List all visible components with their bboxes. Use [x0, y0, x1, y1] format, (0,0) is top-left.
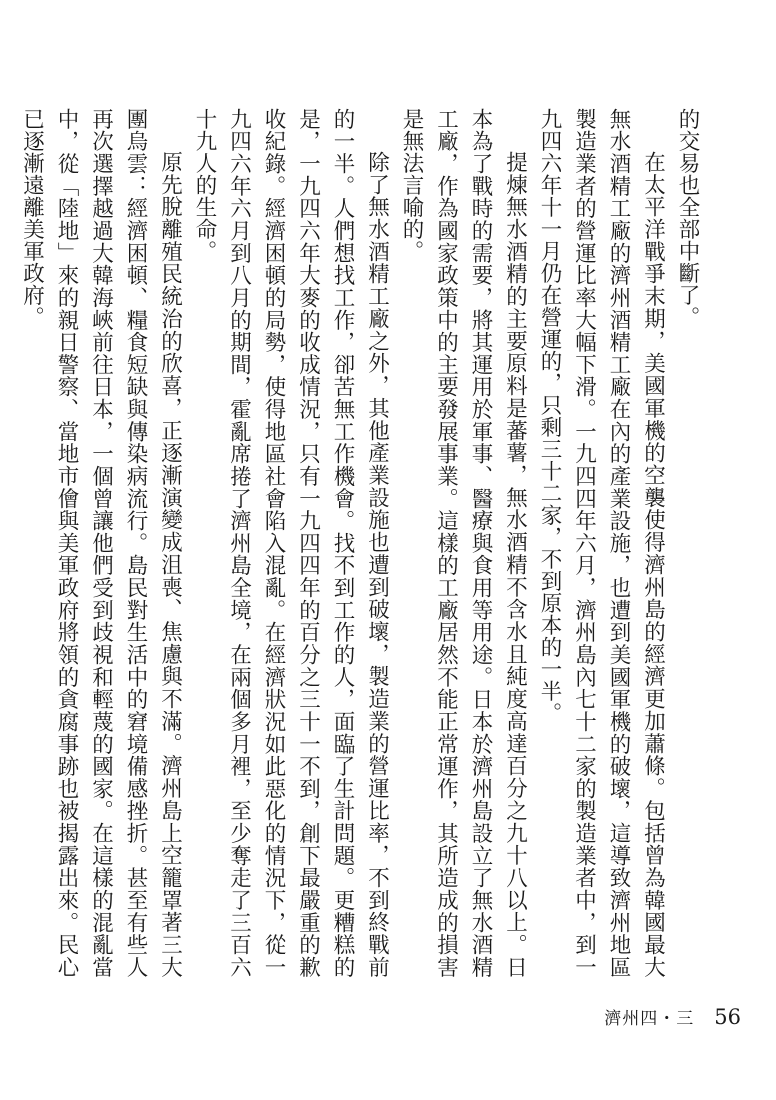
- paragraph-1: 的交易也全部中斷了。: [675, 108, 700, 328]
- running-title: 濟州四・三: [604, 1009, 695, 1029]
- paragraph-3: 提煉無水酒精的主要原料是蕃薯，無水酒精不含水且純度高達百分之九十八以上。日本為了戰時的需要，將其運用於軍事、醫療與食用等用途。日本於濟州島設立了無水酒精工廠，作為國家政策中的主要發展事業。這樣的工廠居然不能正常運作，其所造成的損害是無法言喻的。: [399, 108, 528, 978]
- paragraph-4: 除了無水酒精工廠之外，其他產業設施也遭到破壞，製造業的營運比率，不到終戰前的一半。人們想找工作，卻苦無工作機會。找不到工作的人，面臨了生計問題。更糟糕的是，一九四六年大麥的收成情況，只有一九四四年的百分之三十一不到，創下最嚴重的歉收紀錄。經濟困頓的局勢，使得地區社會陷入混亂。在經濟狀況如此惡化的情況下，從一九四六年六月到八月的期間，霍亂席捲了濟州島全境，在兩個多月裡，至少奪走了三百六十九人的生命。: [192, 108, 390, 978]
- page-footer: [604, 1004, 741, 1029]
- vertical-text-block: [14, 108, 704, 978]
- paragraph-2: 在太平洋戰爭末期，美國軍機的空襲使得濟州島的經濟更加蕭條。包括曾為韓國最大無水酒精工廠的濟州酒精工廠在內的產業設施，也遭到美國軍機的破壞，這導致濟州地區製造業者的營運比率大幅下滑。一九四四年六月，濟州島內七十二家的製造業者中，到一九四六年十一月仍在營運的，只剩三十二家，不到原本的一半。: [537, 108, 666, 978]
- page-number: 56: [714, 1005, 741, 1029]
- paragraph-5: 原先脫離殖民統治的欣喜，正逐漸演變成沮喪、焦慮與不滿。濟州島上空籠罩著三大團烏雲：經濟困頓、糧食短缺與傳染病流行。島民對生活中的窘境備感挫折。甚至有些人再次選擇越過大韓海峽前往日本，一個曾讓他們受到歧視和輕蔑的國家。在這樣的混亂當中，從「陸地」來的親日警察、當地市儈與美軍政府將領的貪腐事跡也被揭露出來。民心已逐漸遠離美軍政府。: [19, 108, 183, 978]
